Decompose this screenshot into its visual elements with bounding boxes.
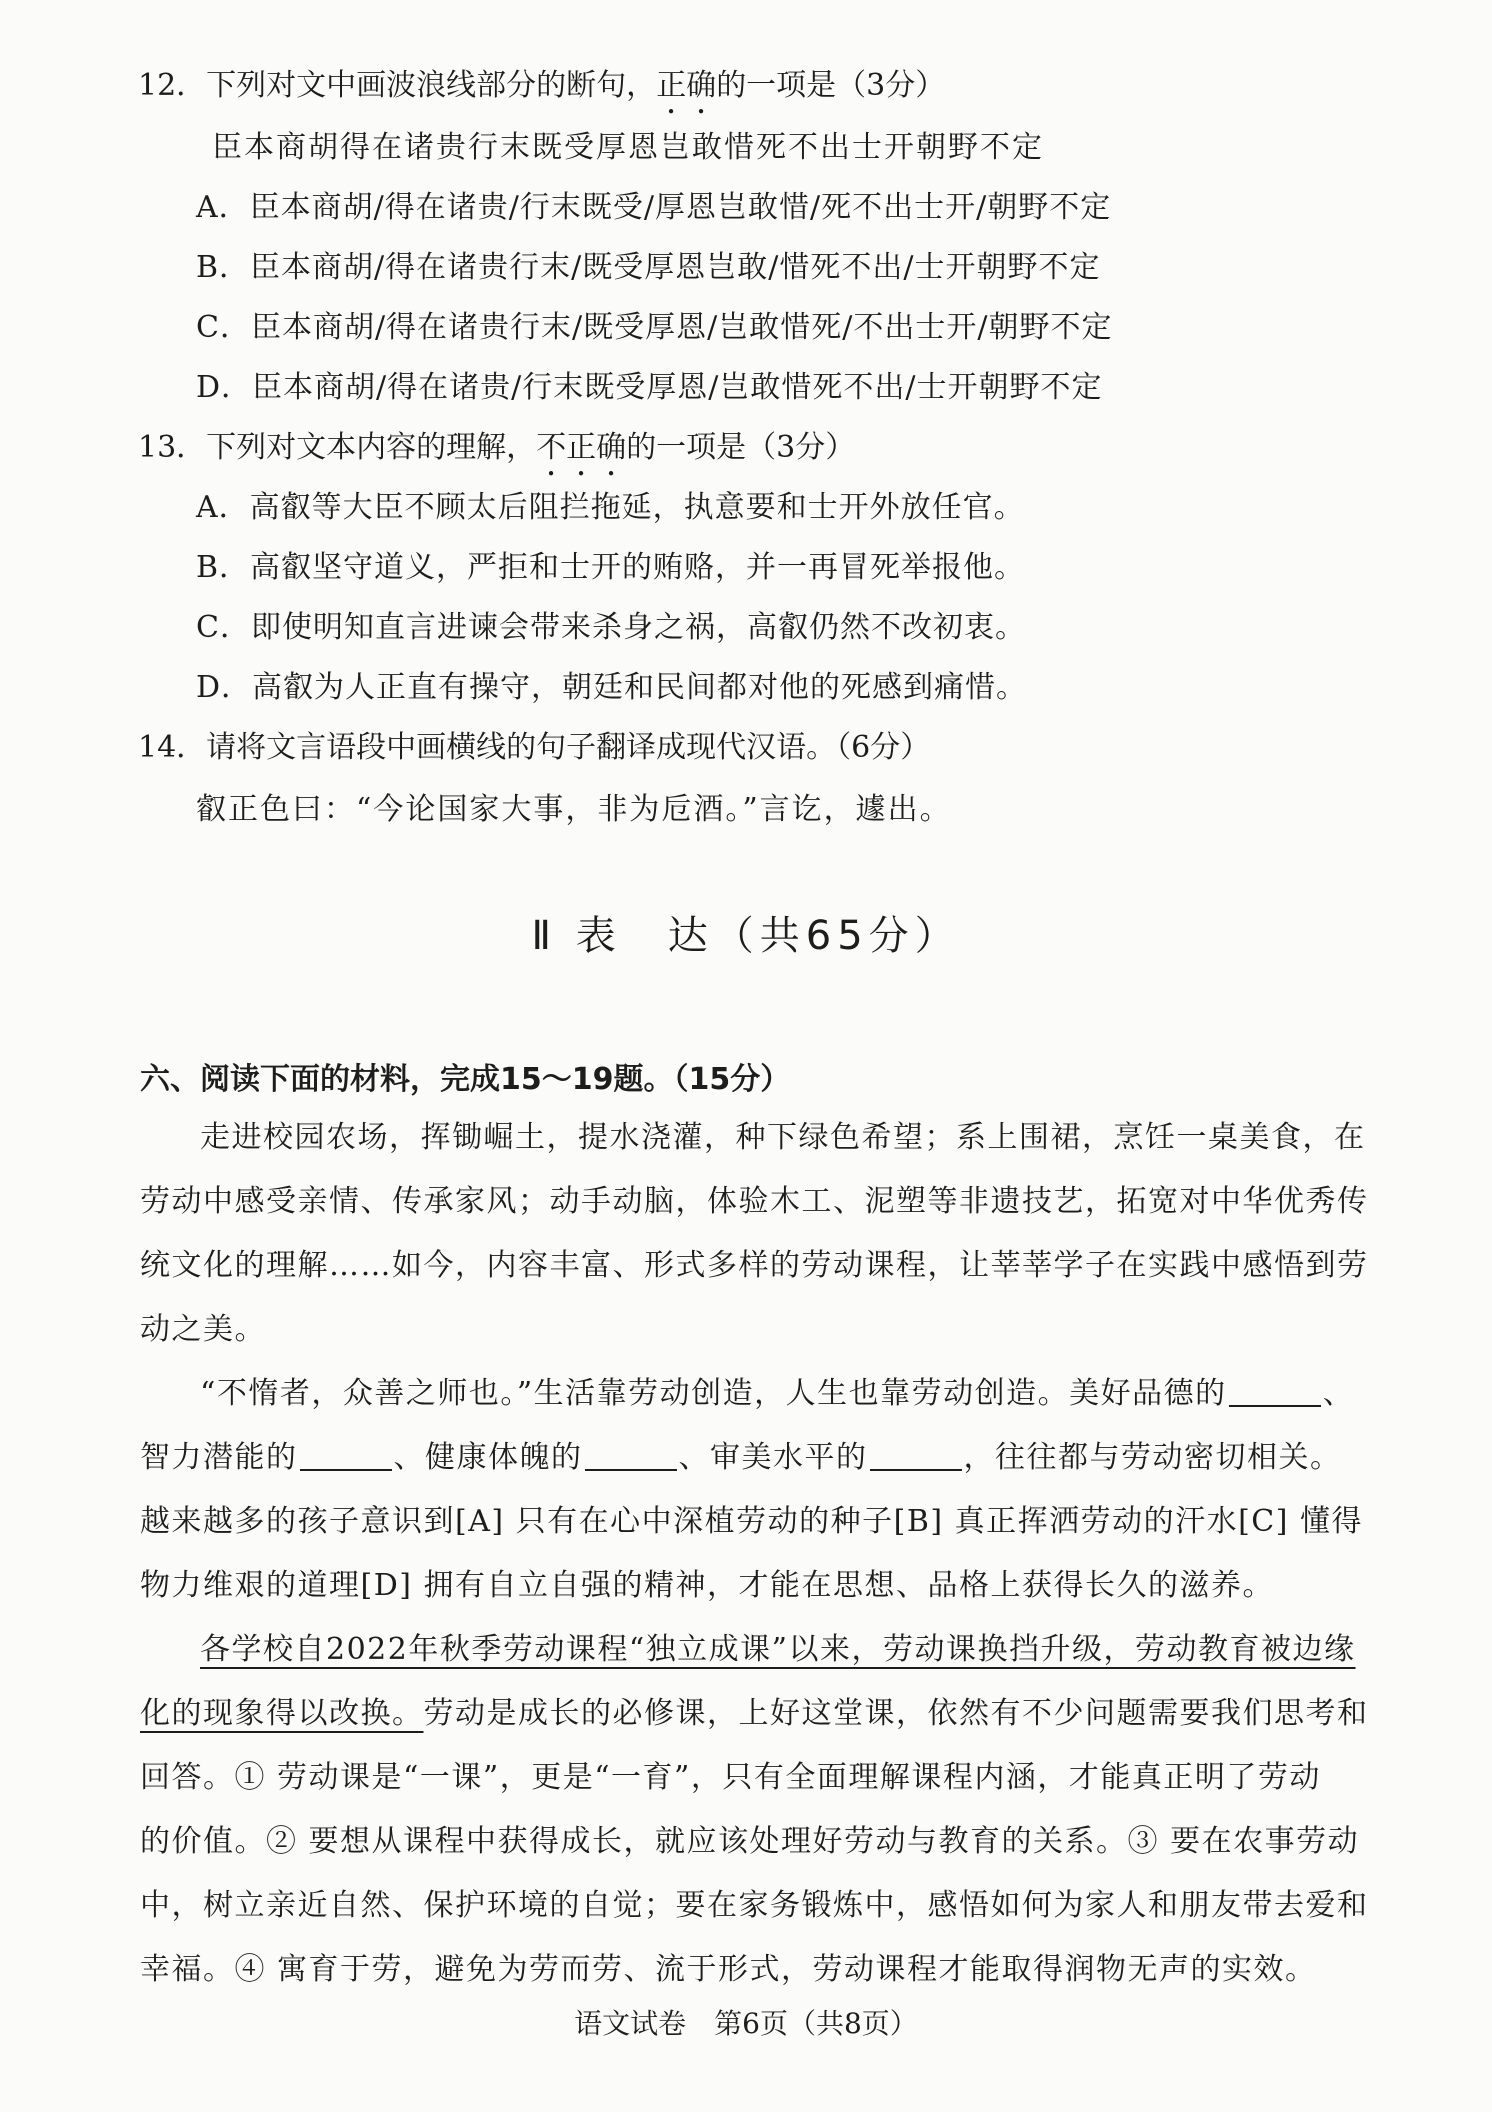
fill-blank-3[interactable] bbox=[585, 1439, 677, 1471]
p1-line-4: 动之美。 bbox=[140, 1312, 266, 1347]
q13-option-d: D．高叡为人正直有操守，朝廷和民间都对他的死感到痛惜。 bbox=[196, 670, 1028, 705]
p2-line-2 bbox=[140, 1426, 1380, 1490]
p2-line-4: 物力维艰的道理[D] 拥有自立自强的精神，才能在思想、品格上获得长久的滋养。 bbox=[140, 1568, 1274, 1603]
p3-line-2 bbox=[140, 1682, 1380, 1746]
q12-passage: 臣本商胡得在诸贵行末既受厚恩岂敢惜死不出士开朝野不定 bbox=[212, 130, 1044, 165]
page-footer: 语文试卷 第6页（共8页） bbox=[574, 2007, 918, 2040]
paragraph-2 bbox=[140, 1362, 1380, 1618]
p3-line-5: 中，树立亲近自然、保护环境的自觉；要在家务锻炼中，感悟如何为家人和朋友带去爱和 bbox=[140, 1888, 1369, 1923]
underlined-sentence-part-1: 各学校自2022年秋季劳动课程“独立成课”以来，劳动课换挡升级，劳动教育被边缘 bbox=[200, 1632, 1356, 1667]
q13-option-b: B．高叡坚守道义，严拒和士开的贿赂，并一再冒死举报他。 bbox=[196, 550, 1026, 585]
p3-line-3: 回答。① 劳动课是“一课”，更是“一育”，只有全面理解课程内涵，才能真正明了劳动 bbox=[140, 1760, 1321, 1795]
q12-stem-pre: 12．下列对文中画波浪线部分的断句， bbox=[138, 68, 657, 103]
p2-line-1-text: “不惰者，众善之师也。”生活靠劳动创造，人生也靠劳动创造。美好品德的 bbox=[200, 1376, 1227, 1411]
q13-option-c: C．即使明知直言进谏会带来杀身之祸，高叡仍然不改初衷。 bbox=[196, 610, 1026, 645]
p2-line-2-a: 智力潜能的 bbox=[140, 1440, 298, 1475]
p3-line-6: 幸福。④ 寓育于劳，避免为劳而劳、流于形式，劳动课程才能取得润物无声的实效。 bbox=[140, 1952, 1317, 1987]
paragraph-3 bbox=[140, 1618, 1380, 2002]
p2-line-2-d: ，往往都与劳动密切相关。 bbox=[963, 1440, 1342, 1475]
p1-line-1: 走进校园农场，挥锄崛土，提水浇灌，种下绿色希望；系上围裙，烹饪一桌美食，在 bbox=[200, 1120, 1366, 1155]
q12-stem bbox=[138, 66, 945, 121]
fill-blank-1[interactable] bbox=[1229, 1375, 1321, 1407]
q14-stem: 14．请将文言语段中画横线的句子翻译成现代汉语。（6分） bbox=[138, 730, 931, 765]
q14-sentence: 叡正色曰：“今论国家大事，非为卮酒。”言讫，遽出。 bbox=[196, 792, 952, 827]
q12-option-a: A．臣本商胡/得在诸贵/行末既受/厚恩岂敢惜/死不出士开/朝野不定 bbox=[196, 190, 1112, 225]
underlined-sentence-part-2: 化的现象得以改换。 bbox=[140, 1696, 424, 1731]
q13-stem bbox=[138, 428, 855, 483]
fill-blank-2[interactable] bbox=[300, 1439, 392, 1471]
q13-stem-post: 的一项是（3分） bbox=[626, 430, 856, 465]
p2-line-2-c: 、审美水平的 bbox=[678, 1440, 868, 1475]
q12-stem-emphasis: 正确 bbox=[656, 68, 717, 103]
section-title: Ⅱ 表 达（共65分） bbox=[531, 913, 961, 959]
p1-line-3: 统文化的理解……如今，内容丰富、形式多样的劳动课程，让莘莘学子在实践中感悟到劳 bbox=[140, 1248, 1369, 1283]
section-six-heading: 六、阅读下面的材料，完成15～19题。（15分） bbox=[140, 1062, 791, 1097]
q12-option-b: B．臣本商胡/得在诸贵行末/既受厚恩岂敢/惜死不出/士开朝野不定 bbox=[196, 250, 1101, 285]
p3-line-1 bbox=[140, 1618, 1380, 1682]
p2-line-1 bbox=[140, 1362, 1380, 1426]
paragraph-1 bbox=[140, 1106, 1380, 1362]
p2-line-1-end: 、 bbox=[1322, 1376, 1355, 1411]
q12-stem-post: 的一项是（3分） bbox=[716, 68, 946, 103]
p2-line-3: 越来越多的孩子意识到[A] 只有在心中深植劳动的种子[B] 真正挥洒劳动的汗水[C] 懂得 bbox=[140, 1504, 1363, 1539]
p3-line-4: 的价值。② 要想从课程中获得成长，就应该处理好劳动与教育的关系。③ 要在农事劳动 bbox=[140, 1824, 1360, 1859]
p2-line-2-b: 、健康体魄的 bbox=[393, 1440, 583, 1475]
p1-line-2: 劳动中感受亲情、传承家风；动手动脑，体验木工、泥塑等非遗技艺，拓宽对中华优秀传 bbox=[140, 1184, 1369, 1219]
q13-stem-pre: 13．下列对文本内容的理解， bbox=[138, 430, 537, 465]
q12-option-d: D．臣本商胡/得在诸贵/行末既受厚恩/岂敢惜死不出/士开朝野不定 bbox=[196, 370, 1103, 405]
q13-stem-emphasis: 不正确 bbox=[536, 430, 627, 465]
q13-option-a: A．高叡等大臣不顾太后阻拦拖延，执意要和士开外放任官。 bbox=[196, 490, 1025, 525]
p3-line-2-rest: 劳动是成长的必修课，上好这堂课，依然有不少问题需要我们思考和 bbox=[423, 1696, 1369, 1731]
fill-blank-4[interactable] bbox=[870, 1439, 962, 1471]
q12-option-c: C．臣本商胡/得在诸贵行末/既受厚恩/岂敢惜死/不出士开/朝野不定 bbox=[196, 310, 1113, 345]
